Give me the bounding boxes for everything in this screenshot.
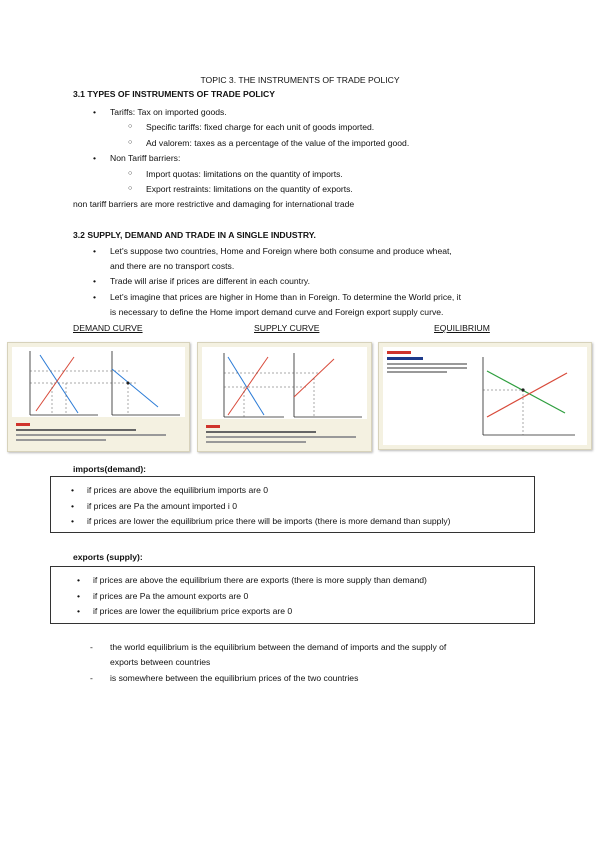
conclusion-world-equilibrium-cont: exports between countries — [110, 657, 211, 667]
conclusion-between-prices: - is somewhere between the equilibrium prices of the two countries — [110, 673, 358, 683]
list-item-trade-arise: • Trade will arise if prices are different in each country. — [110, 276, 310, 286]
label-demand-curve: DEMAND CURVE — [73, 323, 143, 333]
section-heading-supply-demand: 3.2 SUPPLY, DEMAND AND TRADE IN A SINGLE INDUSTRY. — [73, 230, 316, 240]
exports-heading-text: exports (supply): — [73, 552, 143, 562]
exports-item: • if prices are above the equilibrium there are exports (there is more supply than demand) — [93, 575, 427, 585]
imports-item: • if prices are lower the equilibrium price there will be imports (there is more demand than supply) — [87, 516, 450, 526]
exports-heading — [73, 552, 143, 562]
imports-item: • if prices are above the equilibrium imports are 0 — [87, 485, 268, 495]
exports-box — [50, 566, 535, 624]
label-equilibrium: EQUILIBRIUM — [434, 323, 490, 333]
supply-curve-figure — [197, 342, 372, 452]
imports-box — [50, 476, 535, 533]
demand-curve-figure — [7, 342, 190, 452]
section-heading-types: 3.1 TYPES OF INSTRUMENTS OF TRADE POLICY — [73, 89, 275, 99]
supply-curve-graphic — [198, 343, 371, 451]
list-item-ad-valorem: ○ Ad valorem: taxes as a percentage of the value of the imported good. — [146, 138, 409, 148]
conclusion-world-equilibrium: - the world equilibrium is the equilibrium between the demand of imports and the supply of — [110, 642, 446, 652]
list-item-two-countries-cont: and there are no transport costs. — [110, 261, 235, 271]
equilibrium-figure — [378, 342, 592, 450]
equilibrium-graphic — [379, 343, 591, 449]
exports-item: • if prices are Pa the amount exports are 0 — [93, 591, 248, 601]
exports-item: • if prices are lower the equilibrium price exports are 0 — [93, 606, 292, 616]
imports-heading: imports(demand): — [73, 464, 147, 474]
list-item-two-countries: • Let's suppose two countries, Home and Foreign where both consume and produce wheat, — [110, 246, 452, 256]
list-item-export-restraints: ○ Export restraints: limitations on the quantity of exports. — [146, 184, 353, 194]
note-non-tariff: non tariff barriers are more restrictive and damaging for international trade — [73, 199, 355, 209]
label-supply-curve: SUPPLY CURVE — [254, 323, 320, 333]
list-item-import-quotas: ○ Import quotas: limitations on the quantity of imports. — [146, 169, 343, 179]
page-title: TOPIC 3. THE INSTRUMENTS OF TRADE POLICY — [200, 75, 400, 85]
list-item-prices-higher: • Let's imagine that prices are higher in Home than in Foreign. To determine the World price, it — [110, 292, 461, 302]
list-item-non-tariff: • Non Tariff barriers: — [110, 153, 180, 163]
list-item-specific-tariffs: ○ Specific tariffs: fixed charge for each unit of goods imported. — [146, 122, 374, 132]
list-item-tariffs: • Tariffs: Tax on imported goods. — [110, 107, 227, 117]
list-item-prices-higher-cont: is necessary to define the Home import demand curve and Foreign export supply curve. — [110, 307, 444, 317]
demand-curve-graphic — [8, 343, 189, 451]
imports-item: • if prices are Pa the amount imported i 0 — [87, 501, 237, 511]
